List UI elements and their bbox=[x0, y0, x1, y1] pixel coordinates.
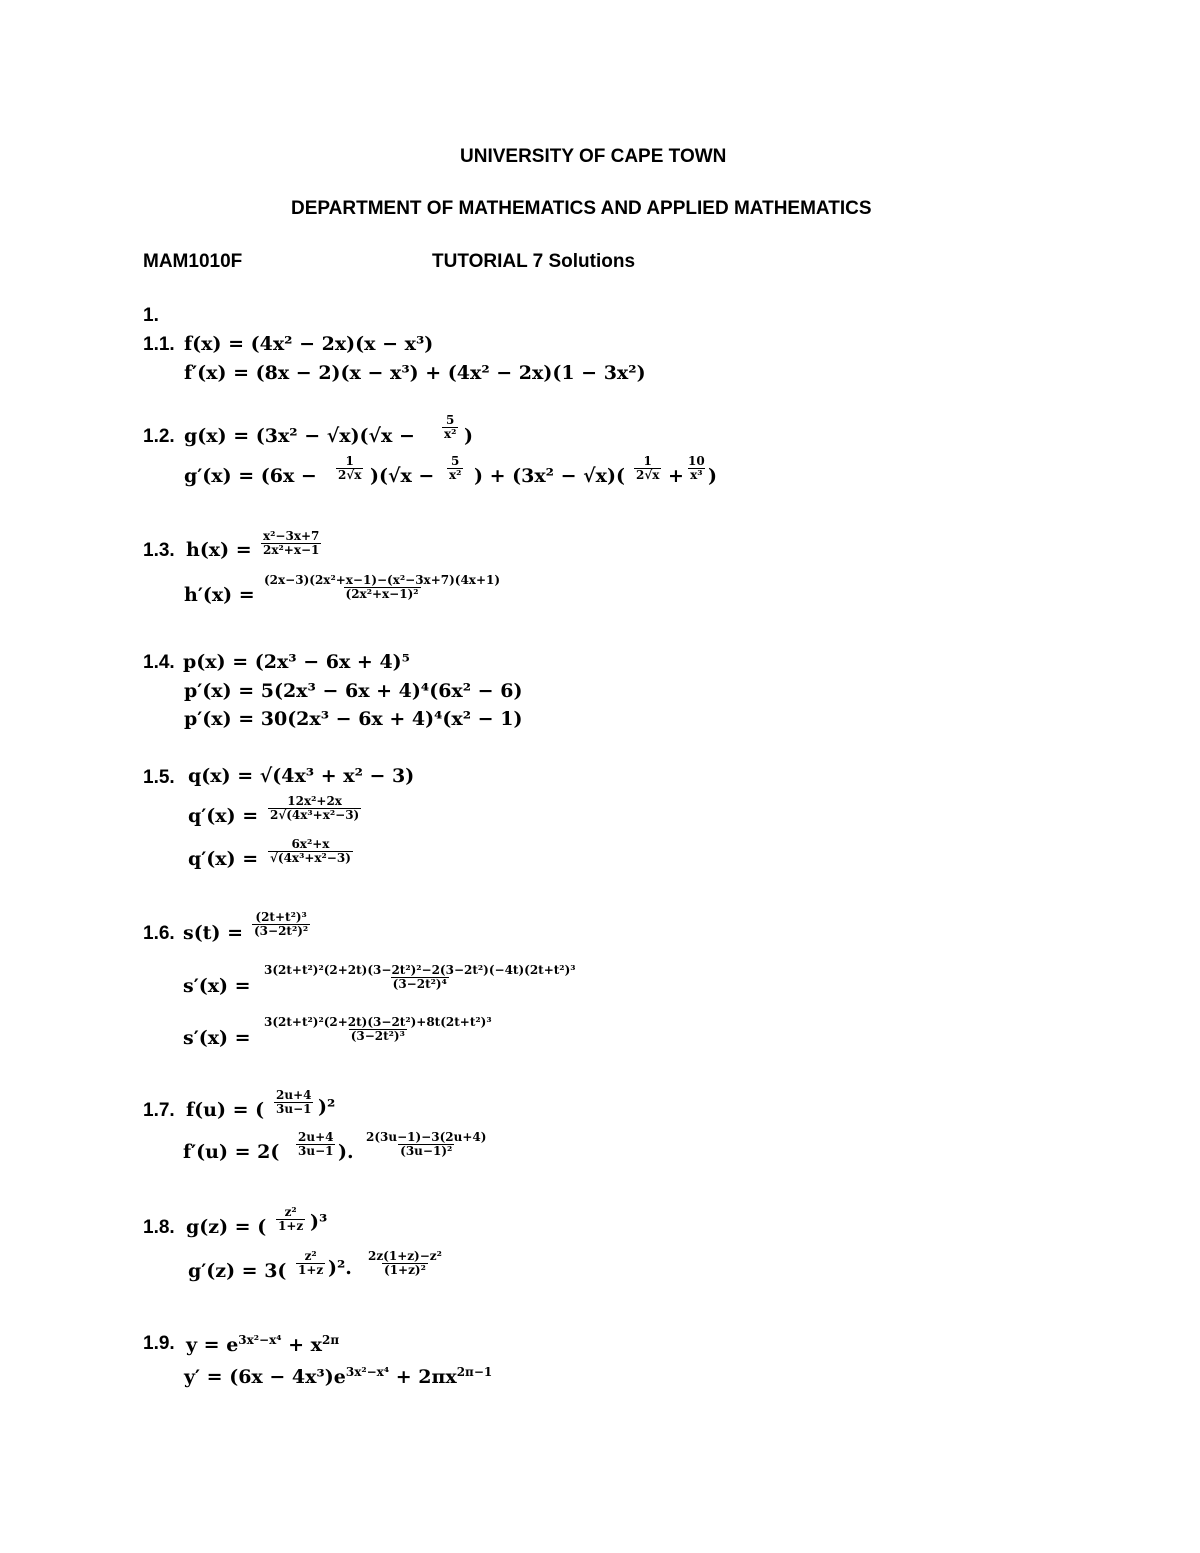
derivative-part: ) bbox=[708, 465, 717, 487]
fraction-numerator: 10 bbox=[688, 454, 705, 468]
derivative-part: f′(u) = 2( bbox=[183, 1141, 280, 1163]
derivative-part: + 2πx bbox=[395, 1366, 457, 1388]
problem-label: 1.2. bbox=[143, 426, 175, 447]
tutorial-title: TUTORIAL 7 Solutions bbox=[432, 251, 636, 272]
derivative-part: s′(x) = bbox=[183, 975, 251, 997]
fraction-denominator: (2x²+x−1)² bbox=[345, 586, 419, 601]
fraction bbox=[252, 911, 310, 937]
fraction-numerator: (2t+t²)³ bbox=[255, 910, 307, 924]
fraction-denominator: x² bbox=[444, 426, 457, 441]
fraction-denominator: (3−2t²)⁴ bbox=[392, 976, 447, 991]
equation-part: h(x) = bbox=[186, 539, 252, 561]
derivative-part: g′(x) = (6x − bbox=[184, 465, 317, 487]
fraction-numerator: (2x−3)(2x²+x−1)−(x²−3x+7)(4x+1) bbox=[264, 573, 501, 587]
fraction bbox=[634, 455, 661, 481]
derivative-line: p′(x) = 5(2x³ − 6x + 4)⁴(6x² − 6) bbox=[184, 680, 523, 702]
fraction-denominator: x² bbox=[449, 467, 462, 482]
derivative-line: p′(x) = 30(2x³ − 6x + 4)⁴(x² − 1) bbox=[184, 708, 523, 730]
fraction-numerator: 6x²+x bbox=[291, 837, 330, 851]
fraction-denominator: (3−2t²)² bbox=[254, 923, 309, 938]
fraction-numerator: 5 bbox=[446, 413, 455, 427]
problem-label: 1.9. bbox=[143, 1333, 175, 1354]
fraction-denominator: (3u−1)² bbox=[400, 1143, 453, 1158]
fraction bbox=[261, 530, 321, 556]
fraction bbox=[336, 455, 363, 481]
fraction bbox=[366, 1250, 444, 1276]
equation-line: q(x) = √(4x³ + x² − 3) bbox=[188, 765, 415, 787]
derivative-part: q′(x) = bbox=[188, 805, 259, 827]
fraction bbox=[442, 414, 458, 440]
problem-label: 1.1. bbox=[143, 334, 175, 355]
fraction-denominator: 3u−1 bbox=[298, 1143, 334, 1158]
derivative-part: ). bbox=[338, 1141, 354, 1163]
fraction bbox=[268, 795, 361, 821]
fraction-denominator: x³ bbox=[690, 467, 703, 482]
fraction bbox=[276, 1206, 305, 1232]
equation-part: g(x) = (3x² − √x)(√x − bbox=[184, 425, 415, 447]
fraction-denominator: 1+z bbox=[298, 1262, 324, 1277]
equation-part: + x bbox=[288, 1334, 323, 1356]
derivative-part: )². bbox=[328, 1257, 352, 1279]
problem-label: 1.3. bbox=[143, 540, 175, 561]
fraction-numerator: 12x²+2x bbox=[287, 794, 342, 808]
derivative-part: h′(x) = bbox=[184, 584, 255, 606]
fraction bbox=[268, 838, 353, 864]
fraction-denominator: 1+z bbox=[278, 1218, 304, 1233]
equation-part: s(t) = bbox=[183, 922, 243, 944]
problem-label: 1.5. bbox=[143, 767, 175, 788]
university-title: UNIVERSITY OF CAPE TOWN bbox=[460, 146, 727, 167]
equation-part: g(z) = ( bbox=[186, 1216, 267, 1238]
fraction bbox=[296, 1250, 325, 1276]
derivative-part: + bbox=[668, 465, 684, 487]
fraction-numerator: z² bbox=[284, 1205, 297, 1219]
fraction bbox=[686, 455, 707, 481]
derivative-part: q′(x) = bbox=[188, 848, 259, 870]
derivative-part: ) + (3x² − √x)( bbox=[474, 465, 625, 487]
equation-part: )³ bbox=[310, 1211, 328, 1233]
equation-line: f(x) = (4x² − 2x)(x − x³) bbox=[184, 333, 434, 355]
fraction bbox=[447, 455, 463, 481]
derivative-part: )(√x − bbox=[370, 465, 435, 487]
fraction-denominator: 3u−1 bbox=[276, 1101, 312, 1116]
fraction-denominator: 2x²+x−1 bbox=[263, 542, 320, 557]
fraction-numerator: 2u+4 bbox=[298, 1130, 334, 1144]
fraction bbox=[262, 574, 502, 600]
equation-part: ) bbox=[464, 425, 473, 447]
problem-label: 1.8. bbox=[143, 1217, 175, 1238]
equation-part: y = e bbox=[186, 1334, 239, 1356]
section-number: 1. bbox=[143, 305, 159, 326]
derivative-line: f′(x) = (8x − 2)(x − x³) + (4x² − 2x)(1 − 3x²) bbox=[184, 362, 646, 384]
equation-part: )² bbox=[318, 1096, 336, 1118]
exponent: 2π−1 bbox=[456, 1365, 493, 1379]
fraction-denominator: 2√(4x³+x²−3) bbox=[270, 807, 360, 822]
derivative-part: s′(x) = bbox=[183, 1027, 251, 1049]
equation-part: f(u) = ( bbox=[186, 1099, 265, 1121]
equation-line bbox=[186, 1334, 339, 1355]
course-code: MAM1010F bbox=[143, 251, 243, 272]
fraction-numerator: 2z(1+z)−z² bbox=[368, 1249, 442, 1263]
equation-line: p(x) = (2x³ − 6x + 4)⁵ bbox=[183, 651, 410, 673]
fraction-numerator: 3(2t+t²)²(2+2t)(3−2t²)²−2(3−2t²)(−4t)(2t+t²)³ bbox=[264, 963, 576, 977]
fraction bbox=[262, 1016, 494, 1042]
problem-label: 1.6. bbox=[143, 923, 175, 944]
exponent: 3x²−x⁴ bbox=[345, 1365, 390, 1379]
fraction-denominator: (3−2t²)³ bbox=[350, 1028, 405, 1043]
fraction-denominator: 2√x bbox=[338, 467, 362, 482]
fraction bbox=[364, 1131, 488, 1157]
problem-label: 1.4. bbox=[143, 652, 175, 673]
fraction-denominator: (1+z)² bbox=[384, 1262, 426, 1277]
fraction-numerator: 3(2t+t²)²(2+2t)(3−2t²)+8t(2t+t²)³ bbox=[264, 1015, 492, 1029]
fraction-numerator: 2u+4 bbox=[276, 1088, 312, 1102]
problem-label: 1.7. bbox=[143, 1100, 175, 1121]
fraction-numerator: 2(3u−1)−3(2u+4) bbox=[366, 1130, 487, 1144]
fraction-numerator: 1 bbox=[345, 454, 354, 468]
fraction-numerator: 1 bbox=[643, 454, 652, 468]
fraction-denominator: 2√x bbox=[636, 467, 660, 482]
fraction bbox=[296, 1131, 335, 1157]
department-title: DEPARTMENT OF MATHEMATICS AND APPLIED MATHEMATICS bbox=[291, 198, 872, 219]
exponent: 2π bbox=[322, 1333, 340, 1347]
derivative-part: y′ = (6x − 4x³)e bbox=[184, 1366, 346, 1388]
fraction-numerator: x²−3x+7 bbox=[263, 529, 320, 543]
fraction-numerator: z² bbox=[304, 1249, 317, 1263]
fraction bbox=[262, 964, 578, 990]
derivative-part: g′(z) = 3( bbox=[188, 1260, 287, 1282]
fraction-numerator: 5 bbox=[451, 454, 460, 468]
fraction bbox=[274, 1089, 313, 1115]
fraction-denominator: √(4x³+x²−3) bbox=[270, 850, 351, 865]
exponent: 3x²−x⁴ bbox=[238, 1333, 282, 1347]
derivative-line bbox=[184, 1366, 492, 1387]
